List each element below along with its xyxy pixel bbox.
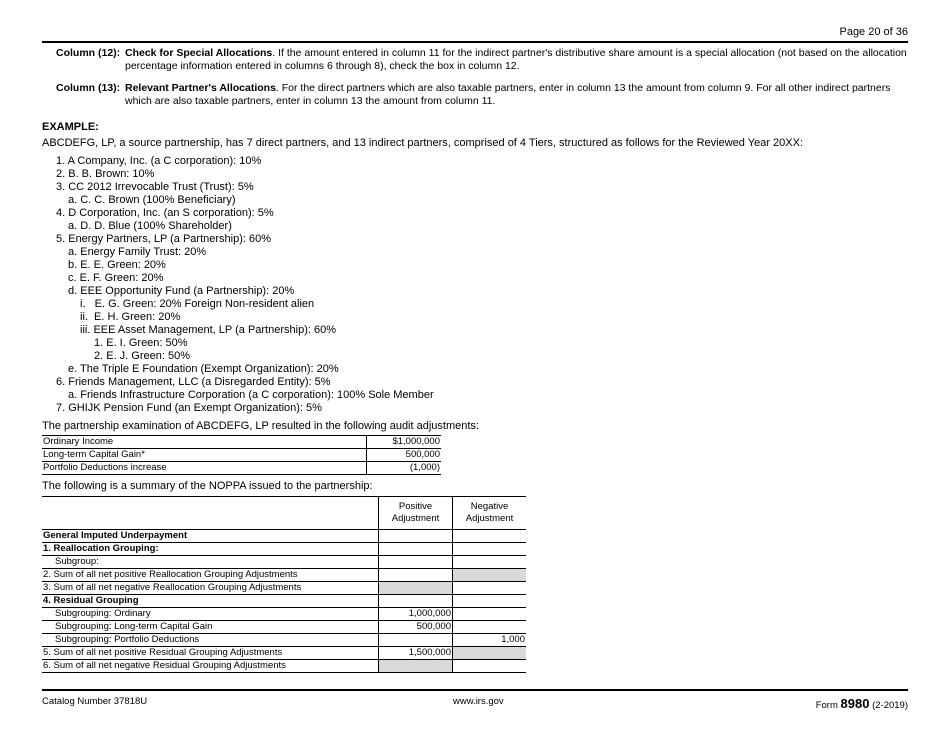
adjustment-value: $1,000,000 bbox=[367, 436, 442, 449]
column-13-label: Column (13): bbox=[56, 82, 121, 94]
list-item: ii. E. H. Green: 20% bbox=[80, 311, 181, 323]
negative-adjustment-header: Negative Adjustment bbox=[453, 497, 527, 530]
row-label: Subgroup: bbox=[42, 556, 379, 569]
column-12-label: Column (12): bbox=[56, 47, 121, 59]
column-12-heading: Check for Special Allocations bbox=[125, 47, 273, 59]
positive-cell: 500,000 bbox=[379, 621, 453, 634]
adjustment-label: Long-term Capital Gain* bbox=[42, 449, 367, 462]
list-item: 2. E. J. Green: 50% bbox=[94, 350, 190, 362]
row-label: 6. Sum of all net negative Residual Grouping Adjustments bbox=[42, 660, 379, 673]
list-item: a. D. D. Blue (100% Shareholder) bbox=[68, 220, 232, 232]
row-label: 3. Sum of all net negative Reallocation Grouping Adjustments bbox=[42, 582, 379, 595]
example-intro: ABCDEFG, LP, a source partnership, has 7 direct partners, and 13 indirect partners, comprised of 4 Tiers, structured as follows for the Reviewed Year 20XX: bbox=[42, 137, 804, 149]
table-row bbox=[42, 569, 526, 582]
list-item: 6. Friends Management, LLC (a Disregarded Entity): 5% bbox=[56, 376, 331, 388]
list-item: e. The Triple E Foundation (Exempt Organization): 20% bbox=[68, 363, 339, 375]
positive-cell bbox=[379, 660, 453, 673]
adjustment-value: (1,000) bbox=[367, 462, 442, 475]
row-label: 1. Reallocation Grouping: bbox=[42, 543, 379, 556]
positive-cell: 1,000,000 bbox=[379, 608, 453, 621]
adjustment-label: Portfolio Deductions increase bbox=[42, 462, 367, 475]
row-label: 2. Sum of all net positive Reallocation Grouping Adjustments bbox=[42, 569, 379, 582]
negative-cell bbox=[453, 621, 527, 634]
negative-cell bbox=[453, 582, 527, 595]
table-row bbox=[42, 449, 441, 462]
table-row bbox=[42, 660, 526, 673]
negative-cell bbox=[453, 608, 527, 621]
list-item: iii. EEE Asset Management, LP (a Partnership): 60% bbox=[80, 324, 336, 336]
adjustment-label: Ordinary Income bbox=[42, 436, 367, 449]
form-id bbox=[816, 696, 908, 711]
table-row bbox=[42, 582, 526, 595]
positive-cell bbox=[379, 530, 453, 543]
table-row bbox=[42, 530, 526, 543]
table-row bbox=[42, 621, 526, 634]
positive-cell bbox=[379, 569, 453, 582]
table-row bbox=[42, 543, 526, 556]
list-item: 7. GHIJK Pension Fund (an Exempt Organization): 5% bbox=[56, 402, 322, 414]
table-row bbox=[42, 647, 526, 660]
column-12-text: . If the amount entered in column 11 for the indirect partner's distributive share amount is a special allocation (not based on the allocation percentage information entered in columns 6 through 8), check the box in column 12. bbox=[125, 47, 907, 72]
negative-cell bbox=[453, 530, 527, 543]
row-label: Subgrouping: Portfolio Deductions bbox=[42, 634, 379, 647]
table-row bbox=[42, 634, 526, 647]
positive-cell bbox=[379, 595, 453, 608]
catalog-number: Catalog Number 37818U bbox=[42, 696, 148, 707]
table-row bbox=[42, 462, 441, 475]
list-item: d. EEE Opportunity Fund (a Partnership): 20% bbox=[68, 285, 295, 297]
list-item: 2. B. B. Brown: 10% bbox=[56, 168, 155, 180]
list-item: b. E. E. Green: 20% bbox=[68, 259, 166, 271]
column-13-instruction bbox=[42, 82, 908, 108]
list-item: 4. D Corporation, Inc. (an S corporation): 5% bbox=[56, 207, 274, 219]
table-row bbox=[42, 436, 441, 449]
form-prefix: Form bbox=[815, 700, 838, 711]
table-row bbox=[42, 556, 526, 569]
positive-cell bbox=[379, 543, 453, 556]
column-13-heading: Relevant Partner's Allocations bbox=[125, 82, 276, 94]
list-item: 1. A Company, Inc. (a C corporation): 10% bbox=[56, 155, 262, 167]
website-link[interactable]: www.irs.gov bbox=[453, 696, 504, 707]
list-item: a. Friends Infrastructure Corporation (a C corporation): 100% Sole Member bbox=[68, 389, 434, 401]
column-12-instruction bbox=[42, 47, 908, 73]
negative-cell bbox=[453, 595, 527, 608]
footer-rule bbox=[42, 689, 908, 691]
column-13-text: . For the direct partners which are also taxable partners, enter in column 13 the amount from column 9. For all other indirect partners which are also taxable partners, enter in column 13 the amount from column 11. bbox=[125, 82, 891, 107]
header-blank bbox=[42, 497, 379, 530]
row-label: Subgrouping: Long-term Capital Gain bbox=[42, 621, 379, 634]
row-label: General Imputed Underpayment bbox=[42, 530, 379, 543]
list-item: a. C. C. Brown (100% Beneficiary) bbox=[68, 194, 236, 206]
page-number: Page 20 of 36 bbox=[839, 26, 908, 38]
partner-structure-list bbox=[56, 155, 434, 415]
list-item: a. Energy Family Trust: 20% bbox=[68, 246, 207, 258]
audit-adjustments-table bbox=[42, 435, 441, 475]
table-row bbox=[42, 595, 526, 608]
positive-cell bbox=[379, 582, 453, 595]
list-item: i. E. G. Green: 20% Foreign Non-resident alien bbox=[80, 298, 315, 310]
list-item: c. E. F. Green: 20% bbox=[68, 272, 164, 284]
negative-cell bbox=[453, 660, 527, 673]
positive-cell bbox=[379, 556, 453, 569]
negative-cell bbox=[453, 569, 527, 582]
positive-adjustment-header: Positive Adjustment bbox=[379, 497, 453, 530]
form-revision: (2-2019) bbox=[872, 700, 908, 711]
row-label: 5. Sum of all net positive Residual Grouping Adjustments bbox=[42, 647, 379, 660]
list-item: 5. Energy Partners, LP (a Partnership): 60% bbox=[56, 233, 272, 245]
adjustment-value: 500,000 bbox=[367, 449, 442, 462]
positive-cell bbox=[379, 634, 453, 647]
noppa-summary-table bbox=[42, 496, 526, 673]
table-row bbox=[42, 608, 526, 621]
list-item: 3. CC 2012 Irrevocable Trust (Trust): 5% bbox=[56, 181, 254, 193]
adjustments-intro: The partnership examination of ABCDEFG, LP resulted in the following audit adjustments: bbox=[42, 420, 479, 432]
row-label: Subgrouping: Ordinary bbox=[42, 608, 379, 621]
negative-cell: 1,000 bbox=[453, 634, 527, 647]
list-item: 1. E. I. Green: 50% bbox=[94, 337, 188, 349]
row-label: 4. Residual Grouping bbox=[42, 595, 379, 608]
example-title: EXAMPLE: bbox=[42, 121, 99, 133]
negative-cell bbox=[453, 543, 527, 556]
negative-cell bbox=[453, 647, 527, 660]
header-rule bbox=[42, 41, 908, 43]
table-header-row bbox=[42, 497, 526, 530]
noppa-intro: The following is a summary of the NOPPA issued to the partnership: bbox=[42, 480, 373, 492]
form-number: 8980 bbox=[840, 696, 870, 711]
negative-cell bbox=[453, 556, 527, 569]
positive-cell: 1,500,000 bbox=[379, 647, 453, 660]
